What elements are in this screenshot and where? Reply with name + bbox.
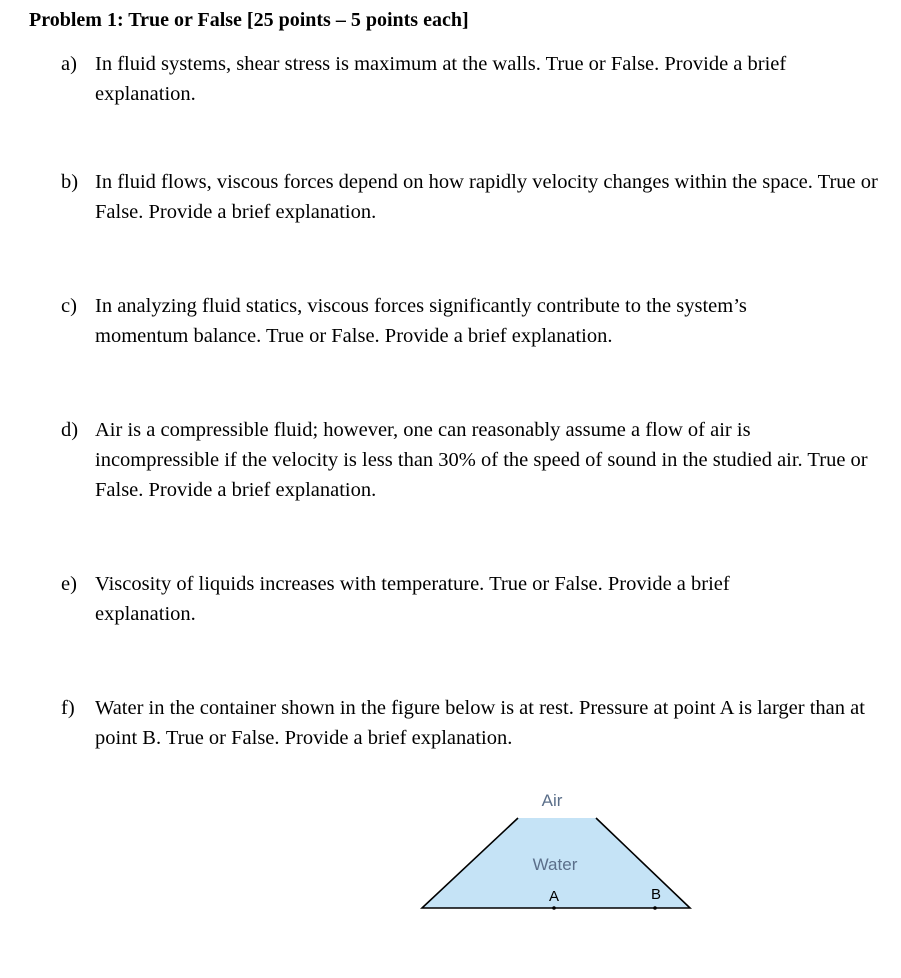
question-letter: b) bbox=[61, 171, 79, 193]
question-text: In fluid flows, viscous forces depend on how rapidly velocity changes within the space. True or False. Provide a brief explanation. bbox=[95, 171, 878, 223]
point-a-label: A bbox=[548, 888, 560, 905]
question-letter: c) bbox=[61, 295, 77, 317]
water-label: Water bbox=[532, 855, 578, 874]
point-a-marker bbox=[552, 906, 556, 910]
question-letter: a) bbox=[61, 53, 77, 75]
question-text: In fluid systems, shear stress is maximum at the walls. True or False. Provide a brief explanation. bbox=[95, 53, 787, 105]
problem-title: Problem 1: True or False [25 points – 5 points each] bbox=[29, 9, 469, 31]
container-diagram bbox=[420, 786, 692, 916]
question-letter: d) bbox=[61, 419, 79, 441]
question-text: Air is a compressible fluid; however, one can reasonably assume a flow of air is incompressible if the velocity is less than 30% of the speed of sound in the studied air. True or False. Provide a brief explanation. bbox=[95, 419, 868, 501]
question-text: Water in the container shown in the figure below is at rest. Pressure at point A is larger than at point B. True or False. Provide a brief explanation. bbox=[95, 697, 865, 749]
point-b-label: B bbox=[650, 886, 662, 903]
question-text: Viscosity of liquids increases with temperature. True or False. Provide a brief explanation. bbox=[95, 573, 730, 625]
point-b-marker bbox=[653, 906, 657, 910]
air-label: Air bbox=[541, 791, 563, 810]
question-letter: f) bbox=[61, 697, 75, 719]
container-figure bbox=[420, 786, 692, 916]
question-letter: e) bbox=[61, 573, 77, 595]
question-text: In analyzing fluid statics, viscous forces significantly contribute to the system’s momentum balance. True or False. Provide a brief explanation. bbox=[95, 295, 747, 347]
